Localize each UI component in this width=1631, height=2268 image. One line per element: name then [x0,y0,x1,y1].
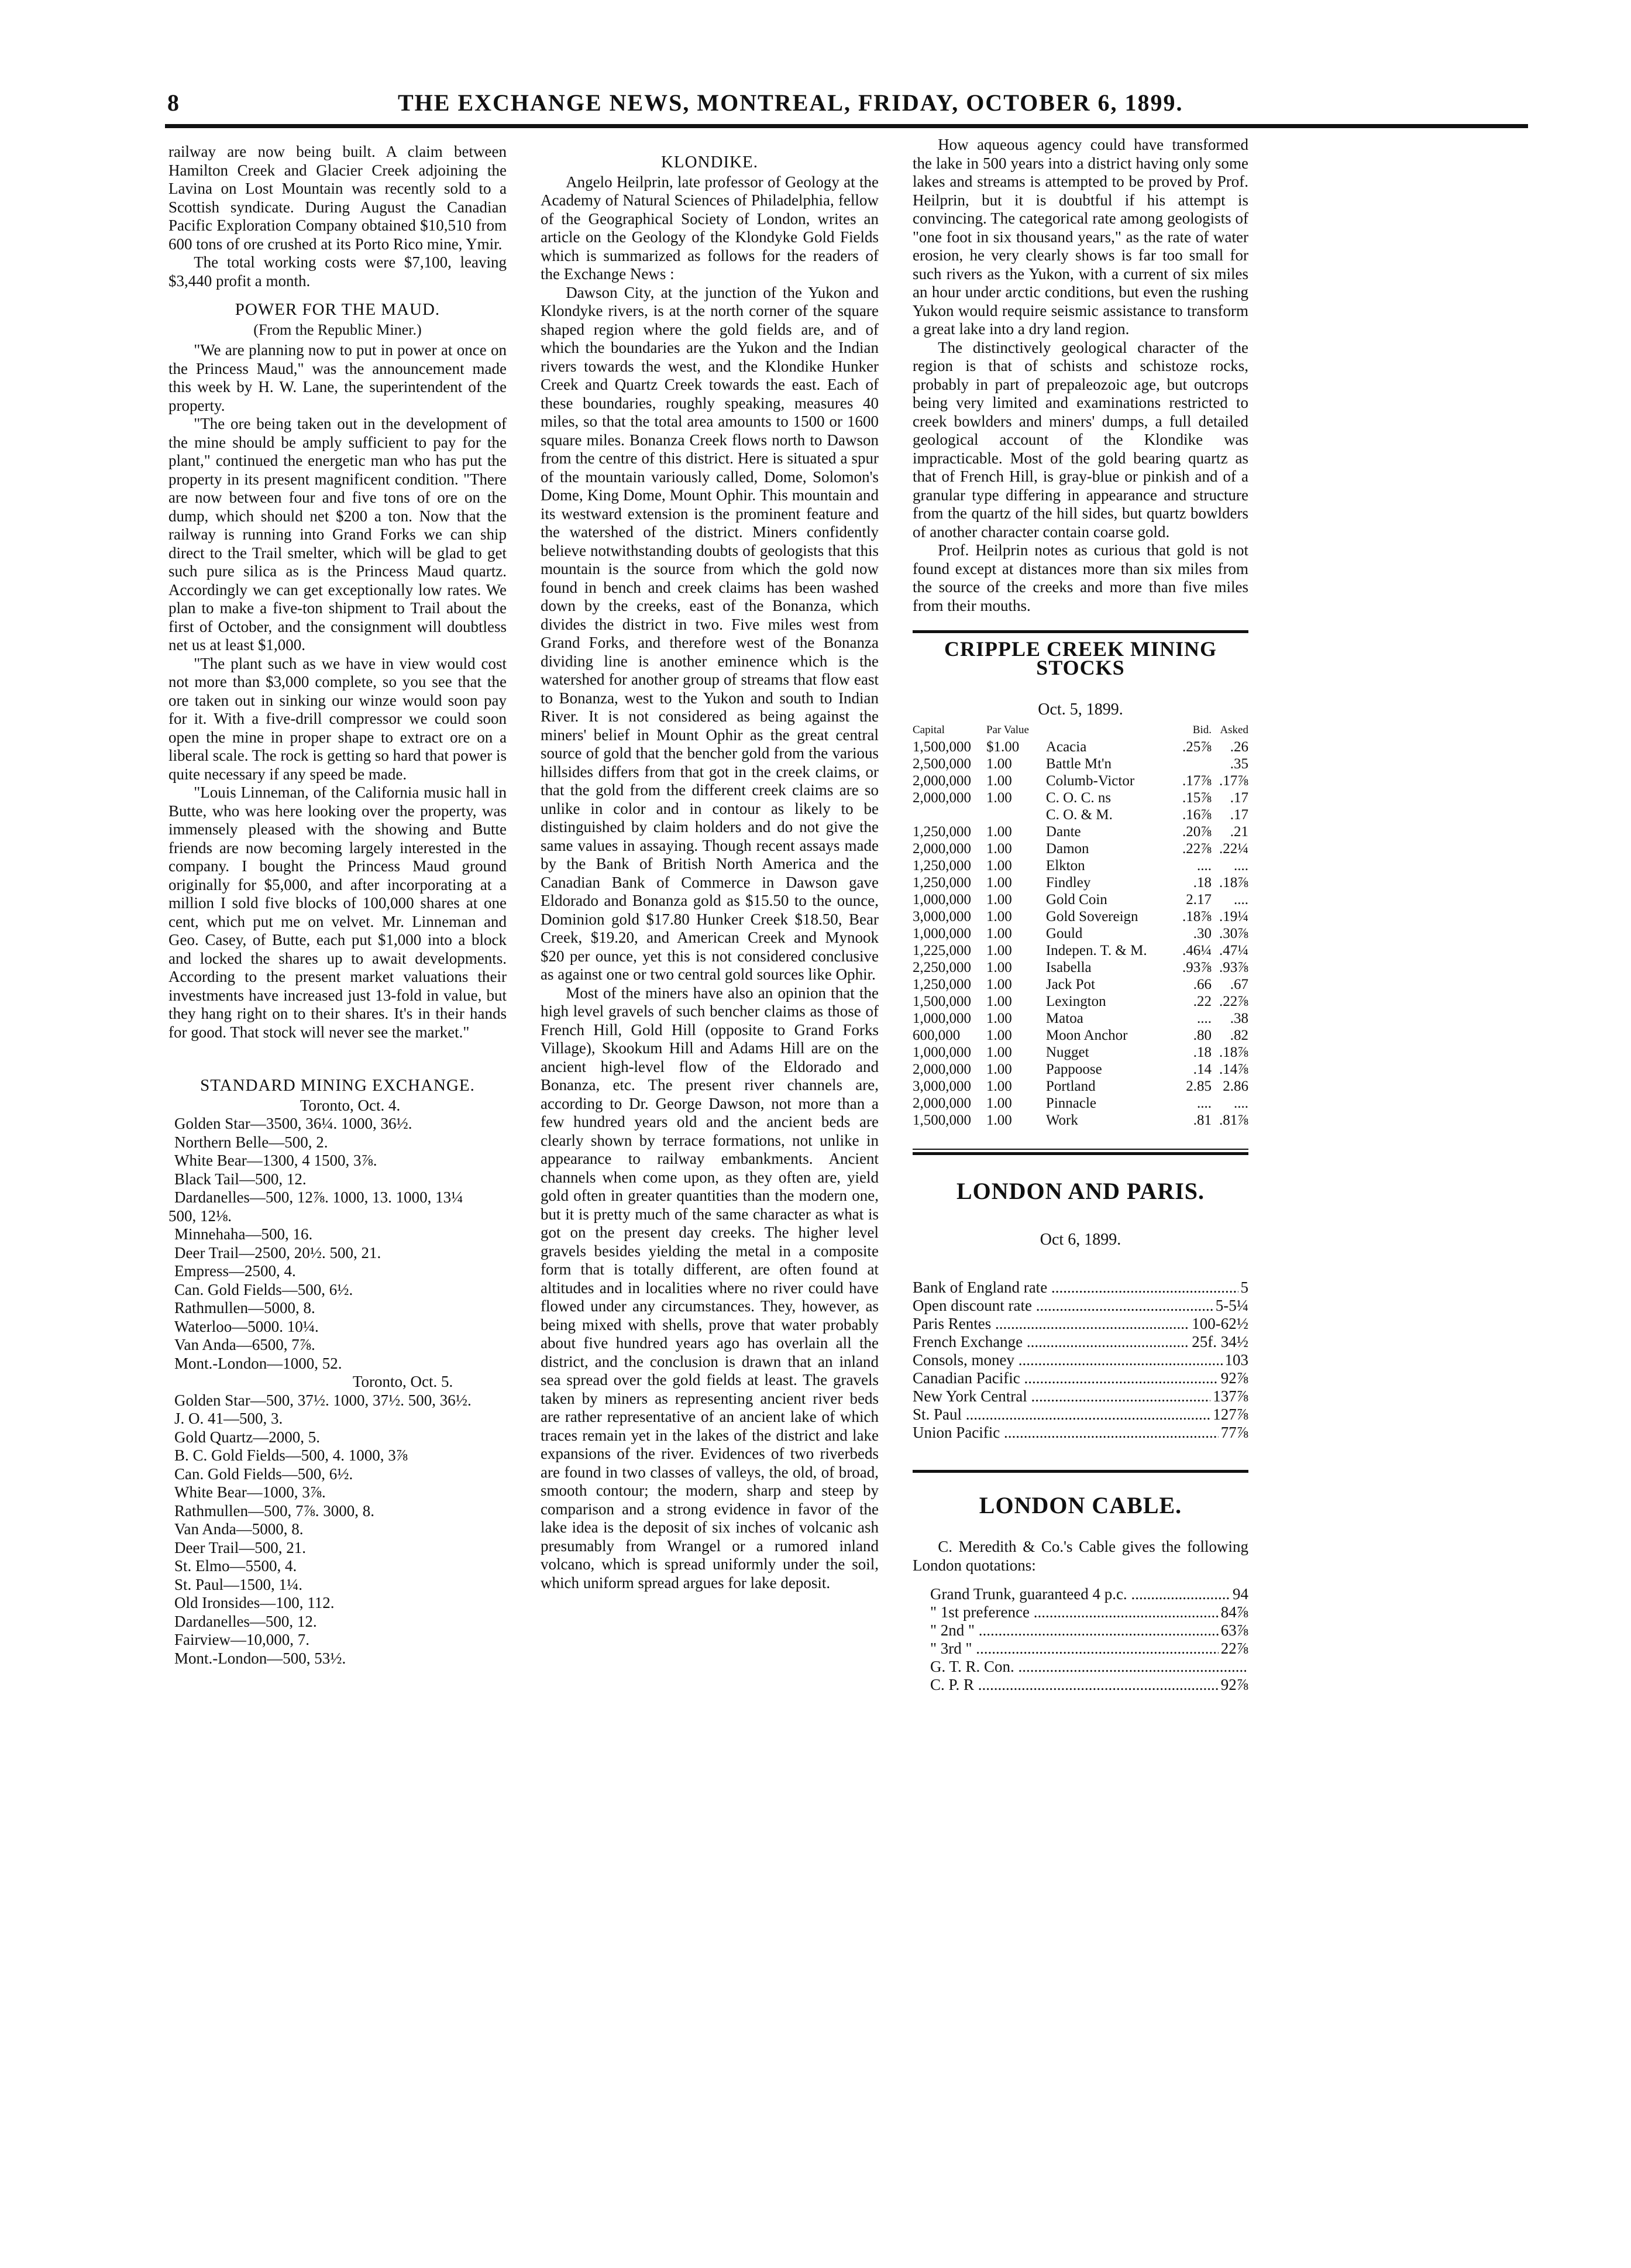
table-row [913,738,1248,755]
quote-label: New York Central ..... [913,1387,1210,1406]
asked-cell: .82 [1230,1027,1248,1043]
bid-cell: .66 [1193,976,1212,992]
par-cell: 1.00 [986,1095,1012,1111]
quote-label: Open discount rate ..... [913,1297,1213,1315]
exchange-line: Deer Trail—2500, 20½. 500, 21. [174,1243,381,1262]
par-cell: 1.00 [986,1112,1012,1128]
capital-cell: 2,000,000 [913,772,971,789]
capital-cell: 2,000,000 [913,1061,971,1077]
exchange-line: Fairview—10,000, 7. [174,1631,309,1648]
par-cell: 1.00 [986,959,1012,975]
masthead [164,85,1527,121]
asked-cell: .18⅞ [1219,874,1248,891]
bid-cell: .22 [1193,993,1212,1009]
table-row [913,806,1248,823]
exchange-line: Mont.-London—1000, 52. [174,1354,342,1372]
bid-cell: .18⅞ [1182,908,1212,925]
quote-label: C. P. R ..... [930,1676,1219,1694]
asked-cell: .38 [1230,1010,1248,1026]
asked-cell: .17 [1230,789,1248,806]
bid-cell: .81 [1193,1112,1212,1128]
bid-cell: .25⅞ [1182,738,1212,755]
par-cell: 1.00 [986,1078,1012,1094]
asked-cell: .14⅞ [1219,1061,1248,1077]
capital-cell: 2,000,000 [913,789,971,806]
table-row [913,942,1248,959]
stock-name-cell: Nugget [1045,1044,1089,1060]
asked-cell: .30⅞ [1219,925,1248,941]
london-paris-row [913,1387,1248,1406]
bid-cell: .... [1197,1095,1212,1111]
asked-cell: .21 [1230,823,1248,840]
capital-cell: 2,000,000 [913,1095,971,1111]
stock-name-cell: Portland [1045,1078,1096,1094]
london-cable-row [930,1585,1248,1603]
quote-label: Bank of England rate ..... [913,1279,1238,1297]
section-rule [913,630,1248,633]
capital-cell: 3,000,000 [913,1078,971,1094]
stock-name-cell: Matoa [1045,1010,1083,1026]
klondike-paragraph: Angelo Heilprin, late professor of Geology at the Academy of Natural Sciences of Philadelphia, fellow of the Geographical Society of London, writes an article on the Geology of the Klondyke Gold Fields which is summarized as follows for the readers of the Exchange News : [541,173,879,283]
table-row [913,874,1248,891]
exchange-line: White Bear—1300, 4 1500, 3⅞. [174,1152,377,1169]
asked-cell: .35 [1230,755,1248,772]
par-cell: 1.00 [986,908,1012,925]
stock-name-cell: Gould [1045,925,1083,941]
standard-list-2 [168,1391,507,1668]
quote-value: 92⅞ [1220,1369,1248,1387]
par-cell: 1.00 [986,1044,1012,1060]
cripple-creek-heading: CRIPPLE CREEK MINING STOCKS [944,637,1217,679]
section-rule [913,1149,1248,1150]
bid-cell: .80 [1193,1027,1212,1043]
table-row [913,908,1248,925]
capital-cell: 1,500,000 [913,1112,971,1128]
asked-cell: .... [1234,1095,1248,1111]
table-row [913,823,1248,840]
capital-cell: 2,000,000 [913,840,971,857]
column-3 [913,136,1248,1694]
stock-name-cell: Lexington [1045,993,1106,1009]
london-cable-intro: C. Meredith & Co.'s Cable gives the following London quotations: [913,1538,1248,1574]
bid-cell: 2.17 [1186,891,1212,908]
bid-cell: .... [1197,857,1212,874]
quote-label: Paris Rentes ..... [913,1315,1189,1333]
maud-paragraph: "We are planning now to put in power at once on the Princess Maud," was the announcement made this week by H. W. Lane, the superintendent of the property. [168,341,507,414]
par-cell: 1.00 [986,993,1012,1009]
exchange-line: Minnehaha—500, 16. [174,1225,313,1243]
bid-cell: .18 [1193,1044,1212,1060]
quote-value: 127⅞ [1213,1405,1248,1423]
quote-label: " 3rd " ..... [930,1640,1219,1658]
par-cell: 1.00 [986,789,1012,806]
exchange-line: St. Elmo—5500, 4. [174,1557,297,1575]
table-row [913,1061,1248,1078]
par-cell: 1.00 [986,942,1012,958]
bid-cell: .16⅞ [1182,806,1212,823]
stock-name-cell: Acacia [1045,738,1087,755]
par-cell: 1.00 [986,1061,1012,1077]
capital-cell: 1,225,000 [913,942,971,958]
maud-source: (From the Republic Miner.) [253,321,422,338]
par-cell [986,806,1040,823]
exchange-line: B. C. Gold Fields—500, 4. 1000, 3⅞ [174,1446,408,1464]
asked-cell: .18⅞ [1219,1044,1248,1060]
exchange-line: Gold Quartz—2000, 5. [174,1428,320,1446]
stock-name-cell: C. O. C. ns [1045,789,1112,806]
london-cable-row [930,1621,1248,1640]
par-cell: 1.00 [986,1010,1012,1026]
london-cable-heading: LONDON CABLE. [979,1492,1182,1518]
stock-name-cell: Work [1045,1112,1078,1128]
exchange-line: Old Ironsides—100, 112. [174,1594,335,1611]
bid-cell: .18 [1193,874,1212,891]
klondike-heading: KLONDIKE. [660,153,759,171]
quote-label: " 1st preference ..... [930,1603,1219,1621]
capital-cell: 1,000,000 [913,1044,971,1060]
quote-value: 5 [1240,1278,1248,1296]
section-rule [913,1470,1248,1473]
asked-cell: .22¼ [1219,840,1248,857]
column-2 [541,136,879,1592]
table-row [913,959,1248,976]
bid-cell [1175,755,1212,772]
london-paris-row [913,1424,1248,1442]
exchange-line: Dardanelles—500, 12⅞. 1000, 13. 1000, 13¼ [174,1188,463,1206]
asked-cell: .17⅞ [1219,772,1248,789]
table-row [913,1095,1248,1112]
london-paris-date: Oct 6, 1899. [1040,1231,1121,1249]
standard-place-2: Toronto, Oct. 5. [352,1373,453,1390]
table-row [913,976,1248,993]
quote-label: Grand Trunk, guaranteed 4 p.c. ..... [930,1585,1230,1603]
london-cable-row [930,1640,1248,1658]
par-cell: 1.00 [986,755,1012,772]
quote-value: 92⅞ [1220,1676,1248,1693]
table-row [913,993,1248,1010]
london-paris-row [913,1315,1248,1333]
capital-cell: 1,500,000 [913,993,971,1009]
quote-value: 84⅞ [1220,1603,1248,1621]
capital-cell: 1,250,000 [913,857,971,874]
quote-value: 137⅞ [1213,1387,1248,1405]
asked-cell: .81⅞ [1219,1112,1248,1128]
exchange-line: Mont.-London—500, 53½. [174,1649,346,1667]
quote-label: French Exchange ..... [913,1333,1189,1351]
asked-cell: .22⅞ [1219,993,1248,1009]
table-row [913,772,1248,789]
geology-paragraph: The distinctively geological character of the region is that of schists and schistoze rocks, probably in part of prepaleozoic age, but outcrops being very limited and examinations restricted to creek bowlders and miners' dumps, a full detailed geological account of the Klondike was impracticable. Most of the gold bearing quartz as that of French Hill, is gray-blue or pinkish and of a granular type differing in appearance and structure from the quartz of the hill sides, but quartz bowlders of another character contain coarse gold. [913,338,1248,541]
exchange-line: Black Tail—500, 12. [174,1170,307,1188]
quote-label: Consols, money ..... [913,1351,1223,1369]
london-cable-list [913,1585,1248,1694]
quote-value: 94 [1233,1585,1248,1603]
stock-name-cell: Pappoose [1045,1061,1102,1077]
bid-cell: .15⅞ [1182,789,1212,806]
stock-name-cell: Columb-Victor [1045,772,1135,789]
quote-label: St. Paul ..... [913,1406,1210,1424]
exchange-line: Northern Belle—500, 2. [174,1133,328,1151]
stock-name-cell: Elkton [1045,857,1085,874]
table-row [913,1112,1248,1129]
maud-paragraph: "The plant such as we have in view would cost not more than $3,000 complete, so you see that the ore taken out in sinking our winze would soon pay for it. With a five-drill compressor we could soon open the mine in proper shape to extract ore on a liberal scale. The rock is getting so hard that power is quite necessary if any speed be made. [168,654,507,783]
standard-list-1 [168,1115,507,1373]
london-paris-heading: LONDON AND PARIS. [956,1177,1205,1204]
asked-cell: .93⅞ [1219,959,1248,975]
bid-cell: .22⅞ [1182,840,1212,857]
stock-name-cell: Gold Sovereign [1045,908,1138,925]
quote-value: 25f. 34½ [1192,1332,1248,1351]
capital-cell: 2,250,000 [913,959,971,975]
bid-cell: .14 [1193,1061,1212,1077]
geology-paragraph: How aqueous agency could have transformed the lake in 500 years into a district having only some lakes and streams is attempted to be proved by Prof. Heilprin, but it is doubtful if his attempt is convincing. The categorical rate among geologists of "one foot in six thousand years," as the rate of water erosion, he very clearly shows is far too small for such rivers as the Yukon, with a current of six miles an hour under arctic conditions, but even the rushing Yukon would require seismic assistance to transform a great lake into a dry land region. [913,136,1248,338]
capital-cell: 1,000,000 [913,925,971,941]
exchange-line: Rathmullen—500, 7⅞. 3000, 8. [174,1501,374,1520]
exchange-line: Empress—2500, 4. [174,1262,296,1280]
par-cell: 1.00 [986,1027,1012,1043]
stock-name-cell: C. O. & M. [1045,806,1113,823]
par-cell: 1.00 [986,874,1012,891]
bid-cell: .17⅞ [1182,772,1212,789]
bid-cell: 2.85 [1186,1078,1212,1094]
table-row [913,857,1248,874]
exchange-line: Rathmullen—5000, 8. [174,1299,315,1317]
table-row [913,1010,1248,1027]
quote-label: Union Pacific ..... [913,1424,1219,1442]
asked-header: Asked [1220,723,1248,736]
stock-name-cell: Findley [1045,874,1091,891]
bid-cell: .93⅞ [1182,959,1212,975]
london-paris-row [913,1351,1248,1369]
table-row [913,789,1248,806]
capital-cell: 3,000,000 [913,908,971,925]
quote-value: 77⅞ [1220,1423,1248,1441]
par-cell: 1.00 [986,772,1012,789]
par-cell: 1.00 [986,840,1012,857]
stock-name-cell: Jack Pot [1045,976,1095,992]
par-cell: 1.00 [986,976,1012,992]
bid-cell: .46¼ [1182,942,1212,958]
table-header-row [913,721,1248,738]
exchange-line: 500, 12⅛. [168,1207,232,1225]
par-cell: 1.00 [986,891,1012,908]
stock-name-cell: Damon [1045,840,1089,857]
standard-place-1: Toronto, Oct. 4. [300,1096,401,1114]
capital-cell: 1,000,000 [913,891,971,908]
asked-cell: 2.86 [1223,1078,1248,1094]
cripple-creek-date: Oct. 5, 1899. [1038,700,1123,719]
exchange-line: White Bear—1000, 3⅞. [174,1483,326,1501]
maud-paragraph: "Louis Linneman, of the California music hall in Butte, who was here looking over the property, was immensely pleased with the showing and Butte friends are now becoming largely interested in the company. I bought the Princess Maud ground originally for $5,000, and after incorporating at a million I sold five blocks of 100,000 shares at one cent, which put me on velvet. Mr. Linneman and Geo. Casey, of Butte, each put $1,000 into a block and locked the shares up to await developments. According to the present market valuations their investments have increased just 13-fold in value, but they hang right on to their shares. It's in their hands for good. That stock will never see the market." [168,784,507,1041]
standard-heading: STANDARD MINING EXCHANGE. [200,1076,475,1095]
london-cable-row [930,1658,1248,1676]
bid-header: Bid. [1192,723,1212,736]
quote-value: 63⅞ [1220,1621,1248,1639]
london-cable-row [930,1676,1248,1694]
par-cell: 1.00 [986,925,1012,941]
table-row [913,891,1248,908]
london-paris-list [913,1279,1248,1442]
exchange-line: Golden Star—3500, 36¼. 1000, 36½. [174,1115,412,1132]
asked-cell: .47¼ [1219,942,1248,958]
bid-cell: .... [1197,1010,1212,1026]
par-cell: $1.00 [986,738,1020,755]
london-cable-row [930,1603,1248,1621]
intro-paragraph: railway are now being built. A claim between Hamilton Creek and Glacier Creek adjoining the Lavina on Lost Mountain was recently sold to a Scottish syndicate. During August the Canadian Pacific Exploration Company obtained $10,510 from 600 tons of ore crushed at its Porto Rico mine, Ymir. [168,143,507,253]
exchange-line: St. Paul—1500, 1¼. [174,1575,303,1593]
capital-cell: 1,250,000 [913,976,971,992]
exchange-line: Golden Star—500, 37½. 1000, 37½. 500, 36½. [174,1391,472,1409]
capital-cell [913,806,986,823]
stock-name-cell: Isabella [1045,959,1092,975]
column-1 [168,143,507,1668]
exchange-line: Deer Trail—500, 21. [174,1538,306,1556]
exchange-line: Dardanelles—500, 12. [174,1612,317,1630]
stock-name-cell: Gold Coin [1045,891,1107,908]
masthead-rule [165,124,1528,128]
capital-header: Capital [913,723,945,736]
capital-cell: 2,500,000 [913,755,971,772]
table-row [913,1044,1248,1061]
london-paris-row [913,1369,1248,1387]
asked-cell: .19¼ [1219,908,1248,925]
capital-cell: 600,000 [913,1027,961,1043]
london-paris-row [913,1279,1248,1297]
par-header: Par Value [986,723,1029,736]
cripple-creek-table [913,721,1248,1129]
quote-value [1246,1658,1248,1676]
asked-cell: .67 [1230,976,1248,992]
quote-label: G. T. R. Con. ..... [930,1658,1246,1676]
stock-name-cell: Indepen. T. & M. [1045,942,1147,958]
asked-cell: .17 [1230,806,1248,823]
bid-cell: .20⅞ [1182,823,1212,840]
capital-cell: 1,250,000 [913,874,971,891]
newspaper-title: THE EXCHANGE NEWS, MONTREAL, FRIDAY, OCTOBER 6, 1899. [398,90,1183,116]
exchange-line: Van Anda—5000, 8. [174,1520,304,1538]
capital-cell: 1,500,000 [913,738,971,755]
stock-name-cell: Dante [1045,823,1081,840]
quote-label: " 2nd " ..... [930,1621,1219,1640]
quote-value: 100-62½ [1192,1314,1248,1332]
exchange-line: Van Anda—6500, 7⅞. [174,1336,315,1353]
klondike-paragraph: Most of the miners have also an opinion that the high level gravels of such bencher claims as those of French Hill, Gold Hill (opposite to Grand Forks Village), Skookum Hill and Adams Hill are on the ancient high-level flow of the Eldorado and Bonanza, etc. The present river channels are, according to Dr. George Dawson, not more than a few hundred years old and the ancient beds are clearly shown by terrace formations, not unlike in appearance to railway embankments. Ancient channels when come upon, as they often are, yield gold often in greater quantities than the modern one, but it is pretty much of the same character as what is got on the present day creeks. The higher level gravels besides yielding the metal in a composite form that is totally different, are often found at altitudes and in localities where no river could have flowed under any circumstances. They, however, as being mixed with shells, prove that water probably about five hundred years ago has overlain all the district, and the conclusion is drawn that an inland sea spread over the gold fields at least. The gravels taken by miners as representing ancient river beds are rather representative of an ancient lake of which traces remain yet in the lakes of the district and lake expansions of the river. Evidences of two riverbeds are found in two classes of valleys, the old, of broad, smooth contour; the modern, sharp and steep by comparison and a strong evidence in favor of the lake idea is the deposit of six inches of volcanic ash presumably from Wrangel or a rumored inland volcano, which is spread uniformly under the soil, which uniform spread argues for lake deposit. [541,984,879,1592]
table-row [913,1027,1248,1044]
london-paris-row [913,1297,1248,1315]
table-row [913,755,1248,772]
table-row [913,925,1248,942]
geology-paragraph: Prof. Heilprin notes as curious that gold is not found except at distances more than six miles from the source of the creeks and more than five miles from their mouths. [913,541,1248,614]
section-rule [913,1152,1248,1155]
capital-cell: 1,000,000 [913,1010,971,1026]
par-cell: 1.00 [986,823,1012,840]
quote-value: 103 [1224,1351,1248,1369]
stock-name-cell: Pinnacle [1045,1095,1097,1111]
exchange-line: Waterloo—5000. 10¼. [174,1317,319,1335]
exchange-line: Can. Gold Fields—500, 6½. [174,1465,353,1483]
london-paris-row [913,1406,1248,1424]
quote-value: 22⅞ [1220,1640,1248,1657]
stock-name-cell: Moon Anchor [1045,1027,1128,1043]
klondike-paragraph: Dawson City, at the junction of the Yukon and Klondyke rivers, is at the north corner of the square shaped region where the gold fields are, and of which the boundaries are the Yukon and the Indian rivers towards the west, and the Klondike Hunker Creek and Quartz Creek towards the east. Each of these boundaries, roughly speaking, measures 40 miles, so that the total area amounts to 1500 or 1600 square miles. Bonanza Creek flows north to Dawson from the centre of this district. Here is situated a spur of the mountain variously called, Dome, Solomon's Dome, King Dome, Mount Ophir. This mountain and its westward extension is the prominent feature and the watershed of the district. Miners confidently believe notwithstanding doubts of geologists that this mountain is the source from which the gold now found in bench and creek claims has been washed down by the creeks, east of the Bonanza, which divides the district in two. Five miles west from Grand Forks, and therefore west of the Bonanza dividing line is another eminence which is the watershed for another group of streams that flow east to Bonanza, west to the Yukon and south to Indian River. It is not considered as being against the miners' belief in Mount Ophir as the great central source of gold that the bencher gold from the various hillsides differs from that got in the creek claims, or that the gold from the different creek claims are so unlike in color and in contour as likely to be distinguished by claim holders and do not give the same values in assaying. Though recent assays made by the Bank of British North America and the Canadian Bank of Commerce in Dawson gave Eldorado and Bonanza gold as $15.50 to the ounce, Dominion gold $17.80 Hunker Creek $18.50, Bear Creek, $19.20, and American Creek and Mynook $20 per ounce, yet this is not considered conclusive as against one or two central gold sources like Ophir. [541,283,879,983]
asked-cell: .... [1234,891,1248,908]
stock-name-cell: Battle Mt'n [1045,755,1112,772]
exchange-line: J. O. 41—500, 3. [174,1410,283,1427]
capital-cell: 1,250,000 [913,823,971,840]
maud-paragraph: "The ore being taken out in the development of the mine should be amply sufficient to pay for the plant," continued the energetic man who has put the property in its present magnificent condition. "There are now between four and five tons of ore on the dump, which should net $200 a ton. Now that the railway is running into Grand Forks we can ship direct to the Trail smelter, which will be glad to get such pure silica as is the Princess Maud quartz. Accordingly we can get exceptionally low rates. We plan to make a five-ton shipment to Trail about the first of October, and the consignment will doubtless net us at least $1,000. [168,415,507,654]
asked-cell: .... [1234,857,1248,874]
table-row [913,840,1248,857]
bid-cell: .30 [1193,925,1212,941]
maud-heading: POWER FOR THE MAUD. [235,300,441,319]
page-number: 8 [167,90,179,116]
london-paris-row [913,1333,1248,1351]
quote-value: 5-5¼ [1215,1296,1248,1314]
quote-label: Canadian Pacific ..... [913,1369,1219,1387]
exchange-line: Can. Gold Fields—500, 6½. [174,1280,353,1298]
intro-paragraph-2: The total working costs were $7,100, leaving $3,440 profit a month. [168,253,507,290]
table-row [913,1078,1248,1095]
par-cell: 1.00 [986,857,1012,874]
asked-cell: .26 [1230,738,1248,755]
